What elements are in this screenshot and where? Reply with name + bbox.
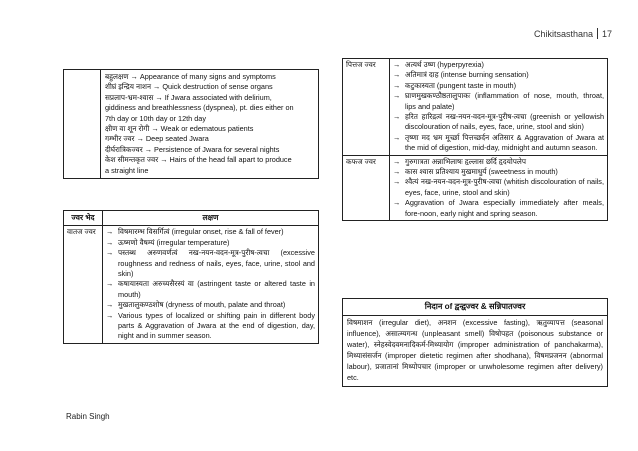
- prognosis-table: [63, 69, 319, 179]
- symptom-text: कास श्वास प्रतिश्याय मुखमाधुर्य (sweetness in mouth): [405, 167, 558, 177]
- arrow-icon: →: [106, 310, 114, 320]
- text-line: गम्भीर ज्वर → Deep seated Jwara: [105, 134, 209, 144]
- jwara-type-label: वातज ज्वर: [64, 226, 103, 343]
- footer-author: Rabin Singh: [66, 412, 110, 421]
- page-header: [534, 28, 612, 39]
- jwara-bheda-table: [63, 210, 319, 344]
- row-content: [101, 70, 319, 179]
- list-item: [393, 81, 604, 91]
- text-line: giddiness and breathlessness (dyspnea), pt. dies either on: [105, 103, 294, 113]
- symptom-text: गुरुगात्रता अन्नाभिलाषः हृल्लास छर्दि हृदयोपलेप: [405, 156, 527, 166]
- list-item: [393, 177, 604, 198]
- arrow-icon: →: [106, 279, 114, 289]
- text-line: 7th day or 10th day or 12th day: [105, 113, 207, 123]
- symptom-text: अतिमात्रं दाह (intense burning sensation): [405, 70, 529, 80]
- symptom-text: Various types of localized or shifting pain in different body parts & Aggravation of Jwara at the end of digestion, day, night and in summer season.: [118, 310, 315, 341]
- symptom-text: अत्यर्थ उष्ण (hyperpyrexia): [405, 60, 484, 69]
- arrow-icon: →: [393, 112, 401, 122]
- symptom-text: तृष्णा मद भ्रम मूर्च्छा पित्तच्छर्दन अतिसार & Aggravation of Jwara at the mid of digestion, mid-day, midnight and autumn season.: [405, 132, 604, 153]
- list-item: [393, 167, 604, 177]
- list-item: [393, 157, 604, 167]
- arrow-icon: →: [106, 300, 114, 310]
- table-row: [64, 70, 319, 179]
- list-item: [106, 248, 315, 279]
- list-item: [393, 133, 604, 154]
- symptom-text: पस्तब्ध अरुणवर्णत्वं नख-नयन-वदन-मूत्र-पुरीष-त्वचा (excessive roughness and redness of nails, eyes, face, urine, stool and skin): [118, 248, 315, 279]
- text-line: दीर्घरात्रिकज्वर → Persistence of Jwara for several nights: [105, 144, 280, 154]
- arrow-icon: →: [393, 198, 401, 208]
- arrow-icon: →: [106, 237, 114, 247]
- text-line: a straight line: [105, 165, 149, 175]
- arrow-icon: →: [393, 91, 401, 101]
- nidana-table: [342, 298, 608, 387]
- text-line: सप्रलाप-भ्रम-श्वास → If Jwara associated with delirium,: [105, 92, 272, 102]
- column-header-symptoms: लक्षण: [103, 211, 319, 226]
- table-row: [343, 59, 608, 156]
- arrow-icon: →: [393, 177, 401, 187]
- table-row: [64, 226, 319, 343]
- page-number: 17: [601, 28, 612, 39]
- text-line: बहुलक्षण → Appearance of many signs and symptoms: [105, 72, 276, 81]
- column-header-type: ज्वर भेद: [64, 211, 103, 226]
- row-label: [64, 70, 101, 179]
- nidana-body: विषमाशन (irregular diet), अनशन (excessive fasting), ऋतुव्यापत्त (seasonal influence), असात्म्यगन्ध (unpleasant smell) विषोपहत (poisonous substance or water), स्नेहस्वेदवमनादिकर्म-मिथ्यायोग (improper administration of panchakarma), मिथ्यासंसर्जन (improper dietetic regimen after shodhana), विषमप्रजनन (abnormal labour), प्रजातानां मिथ्योपचार (improper or unwholesome regimen after delivery) etc.: [343, 316, 608, 386]
- list-item: [393, 198, 604, 219]
- text-line: शीघ्रं इन्द्रिय नाशन → Quick destruction of sense organs: [105, 82, 273, 92]
- symptom-text: श्वैत्यं नख-नयन-वदन-मूत्र-पुरीष-त्वचा (whitish discolouration of nails, eyes, face, urine, stool and skin): [405, 177, 604, 197]
- arrow-icon: →: [393, 80, 401, 90]
- arrow-icon: →: [393, 60, 401, 69]
- text-line: केश सीमन्तकृत ज्वर → Hairs of the head fall apart to produce: [105, 155, 292, 165]
- jwara-type-label: कफज ज्वर: [343, 155, 390, 220]
- list-item: [106, 279, 315, 300]
- arrow-icon: →: [393, 167, 401, 177]
- symptom-text: विषमारम्भ विसर्गित्वं (irregular onset, rise & fall of fever): [118, 227, 284, 237]
- symptom-list: [390, 155, 608, 220]
- table-row: [343, 155, 608, 220]
- list-item: [106, 300, 315, 310]
- list-item: [393, 70, 604, 80]
- symptom-text: कटुकास्यता (pungent taste in mouth): [405, 80, 517, 90]
- arrow-icon: →: [106, 248, 114, 258]
- symptom-list: [103, 226, 319, 343]
- symptom-text: कषायास्यता अरुच्यसैरस्यं वा (astringent taste or altered taste in mouth): [118, 279, 315, 299]
- symptom-text: Aggravation of Jwara especially immediately after meals, fore-noon, early night and spring season.: [405, 198, 604, 218]
- symptom-list: [390, 59, 608, 156]
- pitta-kapha-table: [342, 58, 608, 221]
- symptom-text: घ्राणमुखकण्ठौष्ठतालुपाकः (inflammation of nose, mouth, throat, lips and palate): [405, 91, 604, 111]
- symptom-text: मुखतालुकण्ठशोष (dryness of mouth, palate and throat): [118, 300, 286, 310]
- nidana-title: निदान of द्वन्द्वज्वर & सन्निपातज्वर: [343, 299, 608, 316]
- symptom-text: हरित हारिद्रत्वं नख-नयन-वदन-मूत्र-पुरीष-त्वचा (greenish or yellowish discolouration of nails, eyes, face, urine, stool and skin): [405, 112, 604, 132]
- list-item: [106, 311, 315, 342]
- jwara-type-label: पित्तज ज्वर: [343, 59, 390, 156]
- list-item: [393, 60, 604, 70]
- header-divider: [597, 28, 598, 39]
- arrow-icon: →: [106, 227, 114, 237]
- list-item: [393, 112, 604, 133]
- arrow-icon: →: [393, 70, 401, 80]
- list-item: [106, 227, 315, 237]
- arrow-icon: →: [393, 156, 401, 166]
- symptom-text: ऊष्मणो वैषम्यं (irregular temperature): [118, 237, 230, 247]
- arrow-icon: →: [393, 132, 401, 142]
- list-item: [393, 91, 604, 112]
- text-line: क्षीण वा शून रोगी → Weak or edematous patients: [105, 124, 254, 134]
- list-item: [106, 238, 315, 248]
- section-title: Chikitsasthana: [533, 28, 593, 39]
